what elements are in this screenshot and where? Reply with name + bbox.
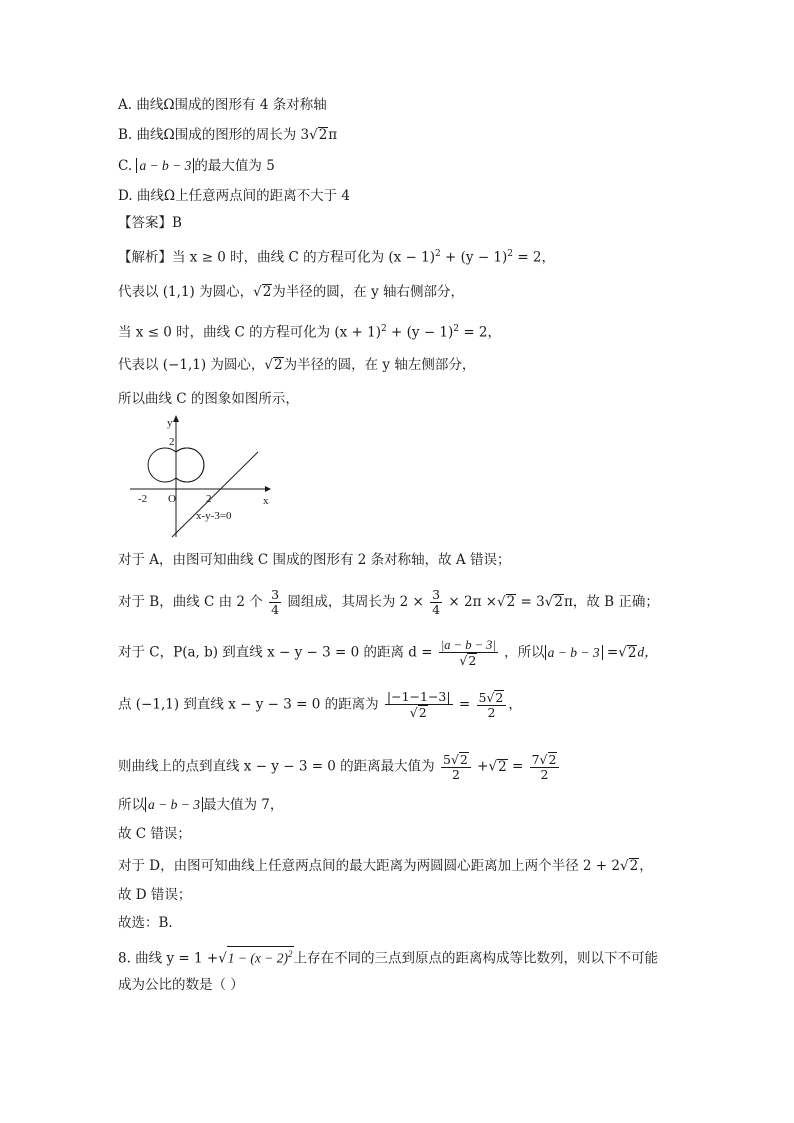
coef: 5 xyxy=(478,690,487,705)
solution-b-mid: 圆组成，其周长为 2 × xyxy=(287,594,424,610)
radicand: 2 xyxy=(627,644,637,661)
radicand: 2 xyxy=(548,752,557,767)
so-text: 所以 xyxy=(118,797,145,813)
analysis-text-4b: 为半径的圆，在 y 轴左侧部分， xyxy=(283,357,476,373)
option-b-radicand: 2 xyxy=(318,127,328,143)
fraction-3-4-b xyxy=(430,588,442,617)
analysis-line-1 xyxy=(118,245,555,267)
frac-den: 2 xyxy=(540,767,549,782)
analysis-text-1: 当 x ≥ 0 时，曲线 C 的方程可化为 (x − 1) xyxy=(172,249,436,266)
origin-label: O xyxy=(168,493,176,505)
solution-b-eq: = 3 xyxy=(520,594,545,610)
radicand: 2 xyxy=(554,594,563,610)
frac-den: 2 xyxy=(487,705,496,720)
frac-num: 5√2 xyxy=(477,690,507,706)
choose-line: 故选：B. xyxy=(118,915,173,931)
frac-num: 3 xyxy=(271,587,280,602)
analysis-line-4: 代表以 (−1,1) 为圆心，√2为半径的圆，在 y 轴左侧部分， xyxy=(118,357,476,373)
option-c-label: C. xyxy=(118,158,133,174)
solution-d-text: 对于 D，由图可知曲线上任意两点间的最大距离为两圆圆心距离加上两个半径 2 + 2 xyxy=(118,858,620,874)
q8-radicand: 1 − (x − 2) xyxy=(227,950,288,966)
fraction-3-4 xyxy=(269,588,281,617)
solution-max-text: 则曲线上的点到直线 x − y − 3 = 0 的距离最大值为 xyxy=(118,758,435,775)
option-c-text: 的最大值为 5 xyxy=(194,158,275,174)
abs-expr: a − b − 3 xyxy=(145,797,203,812)
analysis-label: 【解析】 xyxy=(118,249,172,266)
d-wrong: 故 D 错误； xyxy=(118,887,192,903)
q8-radical xyxy=(227,946,294,966)
question-8-line-2: 成为公比的数是（ ） xyxy=(118,977,244,993)
solution-b-text: 对于 B，曲线 C 由 2 个 xyxy=(118,594,263,610)
coef: 7 xyxy=(531,752,540,767)
solution-b: 对于 B，曲线 C 由 2 个 $\frac{3}{4}$ 圆组成，其周长为 2 × $\frac{3}{4}$ × 2π ×√2 = 3√2π，故 B 正确； xyxy=(118,587,659,617)
comma: ， xyxy=(639,858,653,874)
line-x-y-3 xyxy=(172,452,258,537)
frac-num: |−1−1−3| xyxy=(386,689,451,704)
solution-c: 对于 C，P(a, b) 到直线 x − y − 3 = 0 的距离 d = $\frac{|a - b - 3|}{√2}$ ，所以 a − b − 3 =√2d， xyxy=(118,638,658,668)
radicand: 2 xyxy=(274,357,283,373)
radicand: 2 xyxy=(262,284,272,300)
radicand: 2 xyxy=(418,705,427,720)
tick-pos2: 2 xyxy=(206,493,212,505)
answer-line: 【答案】B xyxy=(118,215,182,231)
point-distance-fraction xyxy=(385,690,453,720)
max-fraction-1 xyxy=(441,752,471,782)
radicand: 2 xyxy=(459,752,468,767)
exponent: 2 xyxy=(507,249,514,259)
analysis-line-5: 所以曲线 C 的图象如图所示， xyxy=(118,391,299,407)
option-d: D. 曲线Ω上任意两点间的距离不大于 4 xyxy=(118,188,350,204)
radicand: 2 xyxy=(629,858,639,874)
analysis-text-2a: 代表以 (1,1) 为圆心， xyxy=(118,284,254,300)
y-label: y xyxy=(167,417,173,429)
equals: = xyxy=(511,758,524,775)
radicand: 2 xyxy=(506,594,516,610)
frac-num: 5√2 xyxy=(441,752,471,768)
equals: = xyxy=(606,644,619,661)
solution-max: 则曲线上的点到直线 x − y − 3 = 0 的距离最大值为 $\frac{5√2}{2}$ +√2 = $\frac{7√2}{2}$ xyxy=(118,752,561,782)
analysis-line-3 xyxy=(118,320,501,342)
analysis-text-1b: + (y − 1) xyxy=(440,249,508,266)
solution-point: 点 (−1,1) 到直线 x − y − 3 = 0 的距离为 $\frac{|-1-1-3|}{√2}$ = $\frac{5√2}{2}$ ， xyxy=(118,689,522,720)
solution-d: 对于 D，由图可知曲线上任意两点间的最大距离为两圆圆心距离加上两个半径 2 + 2√2， xyxy=(118,858,653,874)
solution-c-post: ，所以 xyxy=(504,644,545,661)
frac-den: 4 xyxy=(271,602,280,617)
question-8-line-1: 8. 曲线 $y = 1 +√1 - (x - 2)^2$上存在不同的三点到原点的距离构成等比数列，则以下不可能 xyxy=(118,946,658,968)
analysis-text-4a: 代表以 (−1,1) 为圆心， xyxy=(118,357,265,373)
analysis-line-2: 代表以 (1,1) 为圆心，√2为半径的圆，在 y 轴右侧部分， xyxy=(118,284,465,300)
c-wrong: 故 C 错误； xyxy=(118,826,191,842)
exponent: 2 xyxy=(453,324,460,334)
x-axis-arrow xyxy=(265,486,271,492)
frac-den: √2 xyxy=(409,705,427,720)
solution-c-text: 对于 C，P(a, b) 到直线 x − y − 3 = 0 的距离 d = xyxy=(118,644,433,661)
so-post: 最大值为 7， xyxy=(202,797,284,813)
result-fraction xyxy=(477,690,507,720)
distance-fraction xyxy=(439,638,498,668)
frac-num: 3 xyxy=(432,587,441,602)
frac-num: |a − b − 3| xyxy=(440,638,496,652)
analysis-text-3c: = 2， xyxy=(459,324,502,341)
option-c-abs: a − b − 3 xyxy=(136,158,194,173)
analysis-text-1c: = 2， xyxy=(513,249,556,266)
radicand: 2 xyxy=(498,758,507,775)
tick-neg2: -2 xyxy=(138,493,148,505)
option-b-text: B. 曲线Ω围成的图形的周长为 3 xyxy=(118,127,310,143)
y-axis-arrow xyxy=(173,415,179,422)
exponent: 2 xyxy=(381,324,387,334)
analysis-text-3a: 当 x ≤ 0 时，曲线 C 的方程可化为 (x + 1) xyxy=(118,324,382,341)
q8-text: 上存在不同的三点到原点的距离构成等比数列，则以下不可能 xyxy=(293,950,658,967)
x-label: x xyxy=(263,495,269,507)
frac-den: 4 xyxy=(432,602,441,617)
curve-graph xyxy=(130,412,280,542)
solution-c-end: d， xyxy=(637,644,658,660)
option-b-pi: π xyxy=(328,127,338,143)
exponent: 2 xyxy=(435,249,441,259)
coef: 5 xyxy=(442,752,451,767)
left-arc xyxy=(176,448,204,482)
option-c xyxy=(118,157,275,175)
option-b: B. 曲线Ω围成的图形的周长为 3√2π xyxy=(118,127,338,143)
max-fraction-2 xyxy=(530,752,560,782)
exponent: 2 xyxy=(288,949,293,959)
frac-den: √2 xyxy=(459,653,477,668)
solution-point-text: 点 (−1,1) 到直线 x − y − 3 = 0 的距离为 xyxy=(118,696,379,713)
radicand: 2 xyxy=(468,653,477,668)
option-a: A. 曲线Ω围成的图形有 4 条对称轴 xyxy=(118,97,327,113)
q8-prefix: 8. 曲线 y = 1 + xyxy=(118,950,219,967)
frac-num: 7√2 xyxy=(530,752,560,768)
frac-den: 2 xyxy=(451,767,460,782)
abs-expr: a − b − 3 xyxy=(545,645,603,660)
solution-b-mid2: × 2π × xyxy=(448,594,498,610)
solution-a: 对于 A，由图可知曲线 C 围成的图形有 2 条对称轴，故 A 错误； xyxy=(118,552,511,568)
tick-top2: 2 xyxy=(169,436,175,448)
comma: ， xyxy=(508,696,522,713)
analysis-text-2b: 为半径的圆，在 y 轴右侧部分， xyxy=(272,284,465,300)
line-label: x-y-3=0 xyxy=(196,510,232,522)
radicand: 2 xyxy=(495,690,504,705)
plus: + xyxy=(477,758,489,775)
solution-so xyxy=(118,796,283,814)
solution-b-post: π，故 B 正确； xyxy=(563,594,659,610)
analysis-text-3b: + (y − 1) xyxy=(386,324,454,341)
